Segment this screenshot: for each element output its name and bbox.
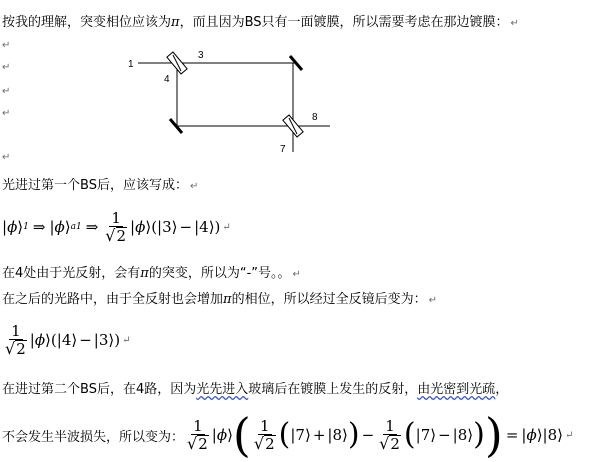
label-port-8: 8 — [312, 112, 318, 123]
pi-symbol: π — [171, 15, 180, 30]
wavy-underlined-text: 由光密到光疏 — [417, 382, 496, 397]
beam-splitter-diagram — [120, 40, 335, 160]
text-line-3: 在4处由于光反射，会有π的突变，所以为“-”号。。 ↵ — [2, 266, 301, 281]
equation-3-line: 不会发生半波损失，所以变为： 1 √ 2 | ϕ ⟩ ( 1 √ 2 ( | 7 ⟩ + | 8 ⟩ ) − 1 √ 2 ( | 7 ⟩ − | 8 ⟩ ) ) = | ϕ ⟩| 8 ⟩ ↵ — [2, 408, 574, 462]
paragraph-mark: ↵ — [510, 18, 519, 29]
text-line-4: 在之后的光路中，由于全反射也会增加π的相位，所以经过全反镜后变为： ↵ — [2, 292, 437, 307]
text-line-2 — [2, 174, 198, 193]
label-port-4: 4 — [164, 74, 170, 85]
text-line-1 — [2, 11, 519, 30]
label-port-7: 7 — [280, 144, 286, 155]
equation-1: | ϕ ⟩ 1 ⇒ | ϕ ⟩ a1 ⇒ 1 √ 2 | ϕ ⟩ (| 3 ⟩ − | 4 ⟩) ↵ — [2, 208, 231, 245]
line1-part-b: ，而且因为BS只有一面镀膜，所以需要考虑在那边镀膜： — [179, 15, 509, 30]
paragraph-mark: ↵ — [2, 40, 11, 51]
paragraph-mark: ↵ — [2, 108, 11, 119]
line6-text: 不会发生半波损失，所以变为： — [2, 429, 185, 445]
label-port-3: 3 — [198, 50, 204, 61]
paragraph-mark: ↵ — [2, 86, 11, 97]
wavy-underlined-text: 光先进入 — [196, 382, 249, 397]
paragraph-mark: ↵ — [2, 62, 11, 73]
paragraph-mark: ↵ — [189, 181, 199, 192]
label-port-1: 1 — [128, 59, 134, 70]
text-line-5: 在进过第二个BS后，在4路，因为光先进入玻璃后在镀膜上发生的反射，由光密到光疏， — [2, 382, 509, 397]
equation-2: 1 √ 2 | ϕ ⟩ (| 4 ⟩ − | 3 ⟩) ↵ — [5, 321, 131, 358]
paragraph-mark: ↵ — [2, 152, 11, 163]
line2-text: 光进过第一个BS后，应该写成： — [2, 178, 188, 193]
line1-part-a: 按我的理解，突变相位应该为 — [2, 15, 172, 30]
